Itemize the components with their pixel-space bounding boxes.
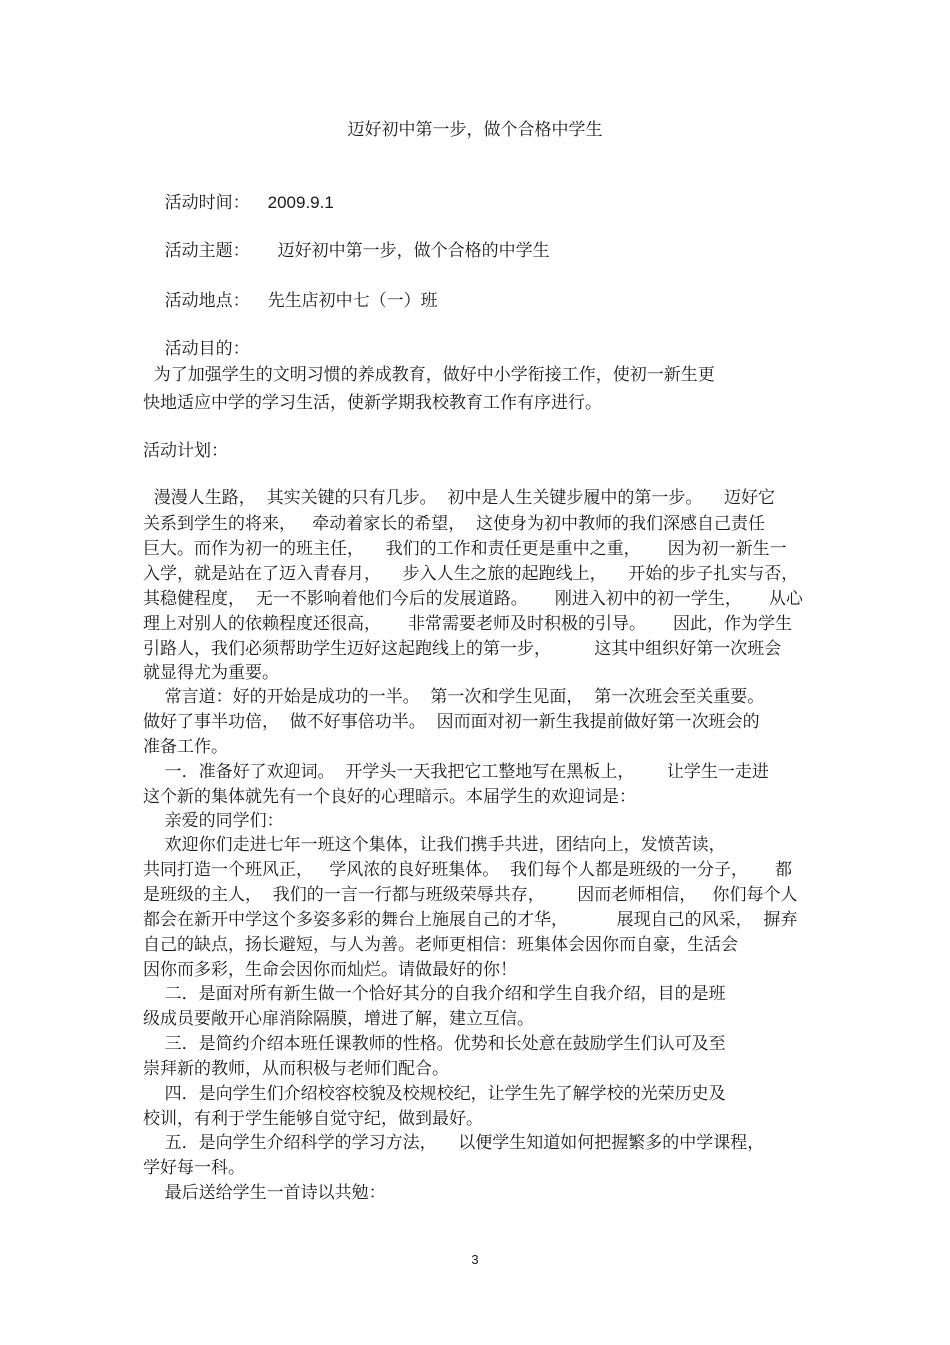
body-line: 理上对别人的依赖程度还很高， 非常需要老师及时积极的引导。 因此，作为学生 (143, 614, 793, 634)
body-line: 一．准备好了欢迎词。 开学头一天我把它工整地写在黑板上， 让学生一走进 (143, 762, 769, 782)
body-line: 因你而多彩，生命会因你而灿烂。请做最好的你！ (143, 960, 517, 980)
body-line: 共同打造一个班风正， 学风浓的良好班集体。 我们每个人都是班级的一分子， 都 (143, 860, 793, 880)
body-line: 都会在新开中学这个多姿多彩的舞台上施展自己的才华， 展现自己的风采， 摒弃 (143, 910, 798, 930)
meta-location-label: 活动地点： (164, 291, 250, 311)
page-number: 3 (471, 1252, 479, 1267)
body-line: 崇拜新的教师，从而积极与老师们配合。 (143, 1059, 449, 1079)
plan-heading: 活动计划： (143, 441, 228, 461)
body-line: 亲爱的同学们： (143, 811, 284, 831)
meta-time-value: 2009.9.1 (267, 193, 334, 212)
body-line: 引路人，我们必须帮助学生迈好这起跑线上的第一步， 这其中组织好第一次班会 (143, 639, 782, 659)
body-line: 四．是向学生们介绍校容校貌及校规校纪，让学生先了解学校的光荣历史及 (143, 1084, 726, 1104)
body-line: 入学，就是站在了迈入青春月， 步入人生之旅的起跑线上， 开始的步子扎实与否， (143, 564, 799, 584)
body-line: 最后送给学生一首诗以共勉： (143, 1183, 386, 1203)
body-line: 其稳健程度， 无一不影响着他们今后的发展道路。 刚进入初中的初一学生， 从心 (143, 589, 803, 609)
body-line: 是班级的主人， 我们的一言一行都与班级荣辱共存， 因而老师相信， 你们每个人 (143, 885, 798, 905)
body-line: 校训，有利于学生能够自觉守纪，做到最好。 (143, 1109, 483, 1129)
body-line: 这个新的集体就先有一个良好的心理暗示。本届学生的欢迎词是： (143, 787, 636, 807)
purpose-line: 为了加强学生的文明习惯的养成教育，做好中小学衔接工作，使初一新生更 (143, 365, 715, 385)
meta-location-value: 先生店初中七（一）班 (267, 291, 438, 311)
body-line: 学好每一科。 (143, 1158, 245, 1178)
body-line: 关系到学生的将来， 牵动着家长的希望， 这使身为初中教师的我们深感自己责任 (143, 514, 766, 534)
body-line: 二．是面对所有新生做一个恰好其分的自我介绍和学生自我介绍，目的是班 (143, 984, 726, 1004)
meta-theme-value: 迈好初中第一步，做个合格的中学生 (277, 241, 550, 261)
body-line: 五．是向学生介绍科学的学习方法， 以便学生知道如何把握繁多的中学课程， (143, 1133, 765, 1153)
body-line: 级成员要敞开心扉消除隔膜，增进了解，建立互信。 (143, 1009, 534, 1029)
purpose-line: 快地适应中学的学习生活，使新学期我校教育工作有序进行。 (143, 393, 602, 413)
body-line: 漫漫人生路， 其实关键的只有几步。 初中是人生关键步履中的第一步。 迈好它 (143, 488, 776, 508)
body-line: 准备工作。 (143, 737, 228, 757)
body-line: 就显得尤为重要。 (143, 663, 279, 683)
document-title: 迈好初中第一步，做个合格中学生 (347, 120, 603, 140)
body-line: 做好了事半功倍， 做不好事倍功半。 因而面对初一新生我提前做好第一次班会的 (143, 712, 760, 732)
body-line: 常言道：好的开始是成功的一半。 第一次和学生见面， 第一次班会至关重要。 (143, 687, 765, 707)
meta-time-label: 活动时间： (164, 193, 250, 213)
body-line: 欢迎你们走进七年一班这个集体，让我们携手共进，团结向上，发愤苦读， (143, 835, 726, 855)
meta-theme-label: 活动主题： (164, 241, 250, 261)
body-line: 自己的缺点，扬长避短，与人为善。老师更相信：班集体会因你而自豪，生活会 (143, 935, 738, 955)
meta-purpose-label: 活动目的： (164, 339, 250, 359)
body-line: 三．是简约介绍本班任课教师的性格。优势和长处意在鼓励学生们认可及至 (143, 1034, 726, 1054)
body-line: 巨大。而作为初一的班主任， 我们的工作和责任更是重中之重， 因为初一新生一 (143, 539, 787, 559)
